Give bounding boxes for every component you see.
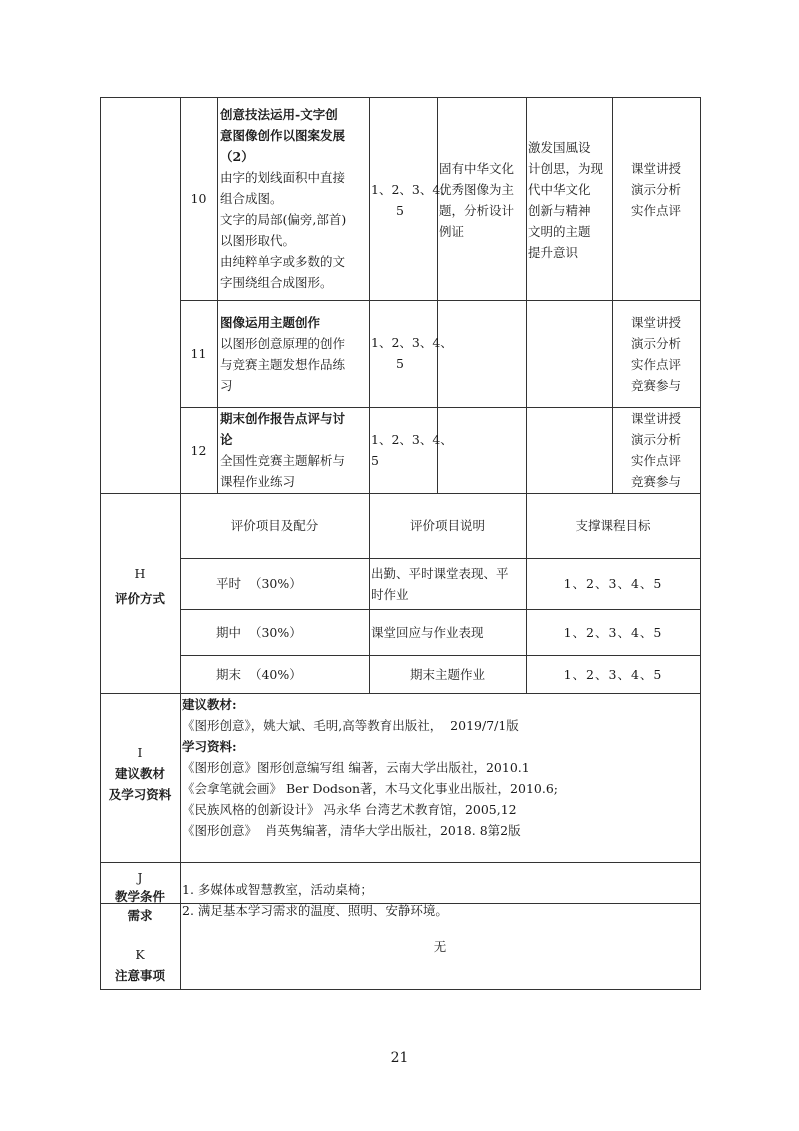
col-divider-2 <box>217 97 218 493</box>
col-divider-3 <box>369 97 370 493</box>
notes-content-cell <box>180 903 700 989</box>
row-desc-line: 以图形创意原理的创作 <box>220 336 346 351</box>
method-line: 竞赛参与 <box>630 378 681 393</box>
method-line: 课堂讲授 <box>630 161 681 176</box>
row-10-number-cell <box>180 97 217 300</box>
method-line: 演示分析 <box>630 336 681 351</box>
row-desc-line: 文字的局部(偏旁,部首) <box>220 212 347 227</box>
col4-line: 固有中华文化 <box>439 161 515 176</box>
row-10-goals-cell <box>371 179 453 221</box>
section-code: J <box>137 870 143 885</box>
col4-line: 优秀图像为主 <box>439 182 515 197</box>
col5-line: 激发国風设 <box>528 140 591 155</box>
reference-entry: 《民族风格的创新设计》 冯永华 台湾艺术教育馆，2005,12 <box>182 802 517 817</box>
row-number: 11 <box>190 346 207 361</box>
row-11-goals-cell <box>371 332 453 374</box>
row-11-method-cell <box>612 312 700 396</box>
table-border-bottom <box>100 989 701 990</box>
notes-value: 无 <box>433 938 447 954</box>
eval-header-text: 支撑课程目标 <box>575 518 651 533</box>
goal-line: 5 <box>371 453 379 468</box>
materials-content-cell <box>182 694 698 841</box>
row-12-number-cell <box>180 407 217 493</box>
eval-header-text: 评价项目说明 <box>409 518 485 533</box>
row-number: 10 <box>190 191 207 206</box>
eval-desc-line: 出勤、平时课堂表现、平 <box>371 566 509 581</box>
row-desc-line: 课程作业练习 <box>220 474 296 489</box>
col5-line: 提升意识 <box>528 245 579 260</box>
col5-line: 计创思，为现 <box>528 161 604 176</box>
goal-line: 5 <box>396 356 404 371</box>
references-heading: 学习资料: <box>182 739 237 754</box>
reference-entry: 《图形创意》图形创意编写组 编著，云南大学出版社，2010.1 <box>182 760 530 775</box>
method-line: 实作点评 <box>630 203 681 218</box>
row-desc-line: 字围绕组合成图形。 <box>220 275 333 290</box>
eval-header-text: 评价项目及配分 <box>230 518 319 533</box>
col5-line: 代中华文化 <box>528 182 591 197</box>
row-12-content-cell <box>220 408 368 492</box>
section-label: 注意事项 <box>114 968 165 983</box>
eval-goals-text: 1、2、3、4、5 <box>563 666 663 682</box>
method-line: 课堂讲授 <box>630 411 681 426</box>
method-line: 演示分析 <box>630 432 681 447</box>
row-11-number-cell <box>180 300 217 407</box>
row-title-line: （2） <box>220 149 254 164</box>
materials-label-cell <box>100 742 180 805</box>
eval-desc-line: 课堂回应与作业表现 <box>371 624 484 640</box>
row-number: 12 <box>190 442 207 458</box>
textbook-entry: 《图形创意》，姚大斌、毛明,高等教育出版社， 2019/7/1版 <box>182 718 519 733</box>
row-10-method-cell <box>612 158 700 221</box>
row-title-line: 期末创作报告点评与讨 <box>220 411 346 426</box>
condition-item: 1. 多媒体或智慧教室，活动桌椅； <box>182 882 373 897</box>
row-title-line: 意图像创作以图案发展 <box>220 128 346 143</box>
method-line: 演示分析 <box>630 182 681 197</box>
section-code: H <box>134 566 146 581</box>
eval-desc-cell <box>369 655 526 693</box>
eval-item-text: 平时 （30%） <box>216 576 302 591</box>
row-12-goals-cell <box>371 429 453 471</box>
method-line: 实作点评 <box>630 453 681 468</box>
eval-desc-line: 时作业 <box>371 587 409 602</box>
row-desc-line: 组合成图。 <box>220 191 283 206</box>
row-desc-line: 习 <box>220 378 233 393</box>
table-border-left <box>100 97 101 990</box>
col-divider-5 <box>526 97 527 493</box>
eval-item-text: 期末 （40%） <box>216 666 302 682</box>
method-line: 课堂讲授 <box>630 315 681 330</box>
row-desc-line: 由字的划线面积中直接 <box>220 170 346 185</box>
goal-line: 1、2、3、4、 <box>371 432 453 447</box>
col5-line: 文明的主题 <box>528 224 591 239</box>
row-desc-line: 全国性竞赛主题解析与 <box>220 453 346 468</box>
row-title-line: 论 <box>220 432 233 447</box>
row-12-method-cell <box>612 408 700 492</box>
section-label: 教学条件 <box>114 889 165 904</box>
row-10-col4-cell <box>439 158 526 242</box>
table-border-right <box>700 97 701 990</box>
row-desc-line: 由纯粹单字或多数的文 <box>220 254 346 269</box>
eval-desc-cell <box>371 563 526 605</box>
section-code: K <box>135 947 145 962</box>
textbook-heading: 建议教材: <box>182 697 237 712</box>
row-title-line: 创意技法运用-文字创 <box>220 107 338 122</box>
section-label: 及学习资料 <box>108 787 172 802</box>
section-label: 建议教材 <box>114 766 165 781</box>
condition-item: 2. 满足基本学习需求的温度、照明、安静环境。 <box>182 903 448 918</box>
eval-desc-line: 期末主题作业 <box>409 666 485 682</box>
col4-line: 例证 <box>439 224 465 239</box>
method-line: 实作点评 <box>630 357 681 372</box>
goal-line: 5 <box>396 203 404 218</box>
eval-goals-cell <box>526 609 700 655</box>
eval-header-desc <box>369 493 526 558</box>
row-11-content-cell <box>220 312 368 396</box>
row-desc-line: 与竞赛主题发想作品练 <box>220 357 346 372</box>
col5-line: 创新与精神 <box>528 203 591 218</box>
conditions-label-cell <box>100 868 180 925</box>
eval-goals-cell <box>526 558 700 609</box>
reference-entry: 《会拿笔就会画》 Ber Dodson著，木马文化事业出版社，2010.6; <box>182 781 558 796</box>
goal-line: 1、2、3、4、 <box>371 182 453 197</box>
eval-item-cell <box>216 609 366 655</box>
reference-entry: 《图形创意》 肖英隽编著，清华大学出版社，2018. 8第2版 <box>182 823 521 838</box>
section-label: 评价方式 <box>114 591 165 606</box>
section-label: 需求 <box>127 908 153 923</box>
eval-item-text: 期中 （30%） <box>216 624 302 640</box>
goal-line: 1、2、3、4、 <box>371 335 453 350</box>
row-desc-line: 以图形取代。 <box>220 233 296 248</box>
row-10-content-cell <box>220 104 368 293</box>
evaluation-label-cell <box>100 563 180 609</box>
eval-header-item <box>180 493 369 558</box>
eval-goals-text: 1、2、3、4、5 <box>563 624 663 640</box>
eval-goals-cell <box>526 655 700 693</box>
section-code: I <box>137 745 143 760</box>
notes-label-cell <box>100 944 180 986</box>
eval-item-cell <box>216 655 366 693</box>
eval-goals-text: 1、2、3、4、5 <box>563 576 663 591</box>
eval-item-cell <box>216 558 366 609</box>
method-line: 竞赛参与 <box>630 474 681 489</box>
row-title-line: 图像运用主题创作 <box>220 315 321 330</box>
row-divider-10 <box>180 300 701 301</box>
col4-line: 题，分析设计 <box>439 203 515 218</box>
eval-desc-cell <box>371 609 526 655</box>
page-number: 21 <box>390 1050 409 1066</box>
section-divider-j <box>100 862 701 863</box>
row-10-col5-cell <box>528 137 612 263</box>
eval-header-goals <box>526 493 700 558</box>
